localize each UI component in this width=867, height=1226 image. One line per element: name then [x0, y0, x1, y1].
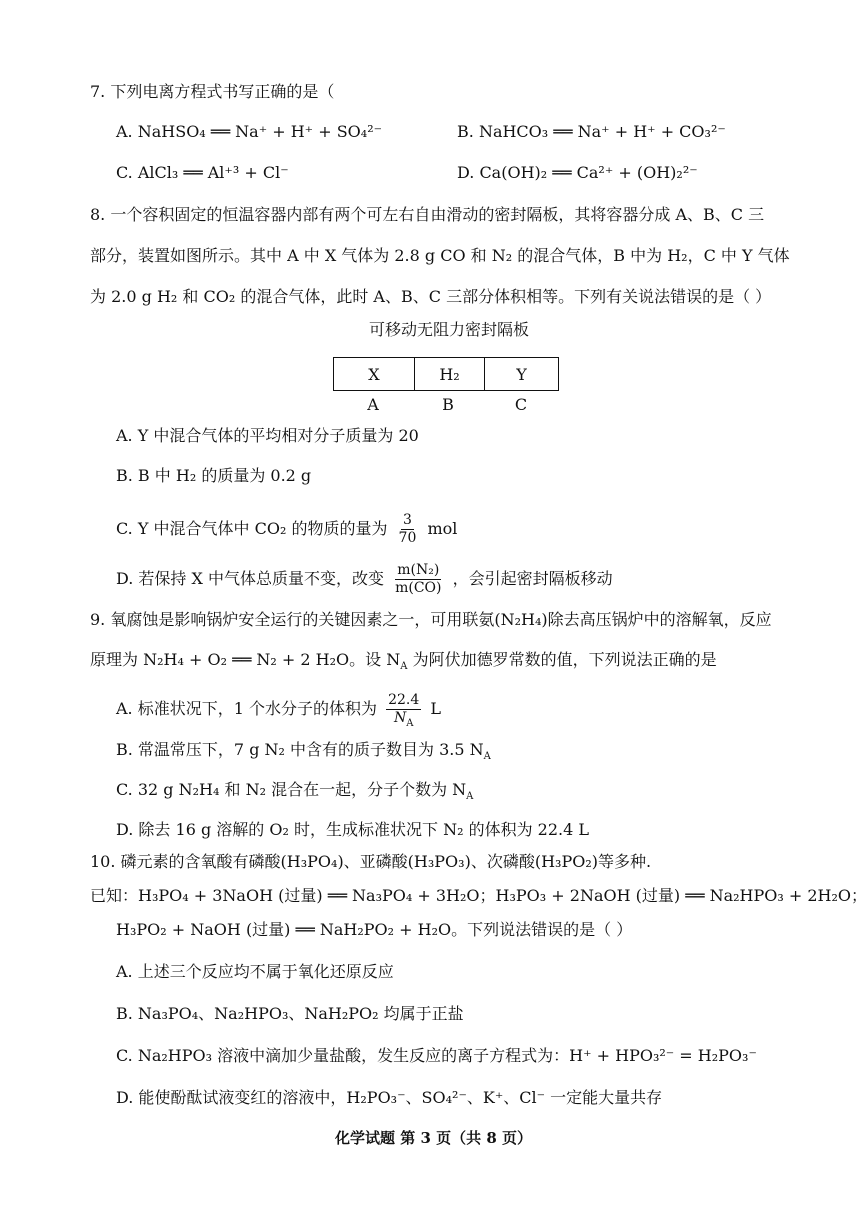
q9-option-a-fraction — [386, 692, 421, 727]
q8-option-d — [116, 562, 613, 597]
q9-option-b — [116, 740, 491, 763]
q8-container-diagram — [333, 357, 559, 391]
q8-stem-line3: 为 2.0 g H₂ 和 CO₂ 的混合气体，此时 A、B、C 三部分体积相等。下列有关说法错误的是（ ） — [90, 287, 772, 306]
q8-label-a: A — [367, 395, 379, 414]
q8-option-d-denominator: m(CO) — [395, 580, 442, 596]
q8-option-c-fraction — [397, 512, 419, 547]
q7-option-d-label: D. — [457, 163, 475, 182]
q7-option-b-eq: NaHCO₃ ══ Na⁺ + H⁺ + CO₃²⁻ — [478, 122, 726, 141]
q8-label-c: C — [514, 395, 528, 414]
q8-option-d-numerator: m(N₂) — [397, 562, 440, 578]
q8-stem-line2: 部分，装置如图所示。其中 A 中 X 气体为 2.8 g CO 和 N₂ 的混合气体，B 中为 H₂，C 中 Y 气体 — [90, 246, 790, 265]
q9-option-a-denominator — [392, 710, 415, 727]
page-footer: 化学试题 第 3 页（共 8 页） — [335, 1129, 532, 1147]
q10-stem-line1: 10. 磷元素的含氧酸有磷酸(H₃PO₄)、亚磷酸(H₃PO₃)、次磷酸(H₃PO₂)等多种. — [90, 852, 652, 871]
q10-stem-line3: H₃PO₂ + NaOH (过量) ══ NaH₂PO₂ + H₂O。下列说法错误的是（ ） — [116, 920, 633, 939]
q7-option-b-label: B. — [457, 122, 474, 141]
q10-option-c: C. Na₂HPO₃ 溶液中滴加少量盐酸，发生反应的离子方程式为：H⁺ + HPO₃²⁻ = H₂PO₃⁻ — [116, 1046, 757, 1065]
q7-option-c-eq: AlCl₃ ══ Al⁺³ + Cl⁻ — [137, 163, 289, 182]
q7-option-b — [457, 122, 726, 142]
q8-option-a: A. Y 中混合气体的平均相对分子质量为 20 — [116, 426, 419, 445]
q7-option-c-label: C. — [116, 163, 133, 182]
q8-option-d-text: D. 若保持 X 中气体总质量不变，改变 — [116, 569, 384, 588]
q9-option-b-text: B. 常温常压下，7 g N₂ 中含有的质子数目为 3.5 N — [116, 740, 484, 759]
q8-option-c-denominator: 70 — [398, 530, 417, 546]
q9-option-a-denominator-var: N — [393, 710, 407, 726]
q9-option-a-unit: L — [430, 699, 441, 718]
q10-option-a: A. 上述三个反应均不属于氧化还原反应 — [116, 962, 394, 981]
q8-option-b: B. B 中 H₂ 的质量为 0.2 g — [116, 466, 312, 485]
q8-cell-x: X — [368, 364, 380, 384]
q7-option-d — [457, 163, 698, 183]
q9-option-b-subscript: A — [483, 751, 491, 763]
q10-option-b: B. Na₃PO₄、Na₂HPO₃、NaH₂PO₂ 均属于正盐 — [116, 1004, 464, 1023]
q9-option-a — [116, 692, 441, 727]
q9-option-a-denominator-sub: A — [406, 717, 414, 729]
q8-option-d-text-after: ，会引起密封隔板移动 — [452, 569, 613, 588]
q8-option-c-unit: mol — [427, 519, 458, 538]
q8-diagram-title: 可移动无阻力密封隔板 — [369, 320, 530, 339]
q7-option-a-eq: NaHSO₄ ══ Na⁺ + H⁺ + SO₄²⁻ — [137, 122, 383, 141]
q8-option-d-fraction — [393, 562, 443, 597]
q8-label-b: B — [442, 395, 454, 414]
q7-option-c — [116, 163, 289, 183]
q8-cell-h2: H₂ — [414, 358, 484, 390]
q8-stem-line1: 8. 一个容积固定的恒温容器内部有两个可左右自由滑动的密封隔板，其将容器分成 A、B、C 三 — [90, 205, 765, 224]
q9-option-c — [116, 780, 474, 803]
q9-stem-line1: 9. 氧腐蚀是影响锅炉安全运行的关键因素之一，可用联氨(N₂H₄)除去高压锅炉中的溶解氧，反应 — [90, 610, 772, 629]
q9-stem-line2-subscript: A — [400, 661, 408, 673]
q9-stem-line2 — [90, 650, 717, 673]
q9-stem-line2-after: 为阿伏加德罗常数的值，下列说法正确的是 — [407, 650, 717, 669]
q7-stem: 7. 下列电离方程式书写正确的是（ — [90, 82, 335, 101]
q7-option-d-eq: Ca(OH)₂ ══ Ca²⁺ + (OH)₂²⁻ — [479, 163, 698, 182]
q9-stem-line2-text: 原理为 N₂H₄ + O₂ ══ N₂ + 2 H₂O。设 N — [90, 650, 401, 669]
q8-option-c-numerator: 3 — [403, 512, 412, 528]
q9-option-a-numerator: 22.4 — [388, 692, 420, 708]
q8-option-c-text: C. Y 中混合气体中 CO₂ 的物质的量为 — [116, 519, 388, 538]
q9-option-a-text: A. 标准状况下，1 个水分子的体积为 — [116, 699, 377, 718]
q8-option-c — [116, 512, 457, 547]
q9-option-d: D. 除去 16 g 溶解的 O₂ 时，生成标准状况下 N₂ 的体积为 22.4 L — [116, 820, 590, 839]
q9-option-c-subscript: A — [466, 791, 474, 803]
q7-option-a-label: A. — [116, 122, 133, 141]
q10-stem-line2: 已知：H₃PO₄ + 3NaOH (过量) ══ Na₃PO₄ + 3H₂O；H₃PO₃ + 2NaOH (过量) ══ Na₂HPO₃ + 2H₂O； — [90, 886, 867, 905]
q10-option-d: D. 能使酚酞试液变红的溶液中，H₂PO₃⁻、SO₄²⁻、K⁺、Cl⁻ 一定能大量共存 — [116, 1088, 663, 1107]
q7-option-a — [116, 122, 382, 142]
q9-option-c-text: C. 32 g N₂H₄ 和 N₂ 混合在一起，分子个数为 N — [116, 780, 467, 799]
q8-cell-y: Y — [484, 358, 558, 390]
